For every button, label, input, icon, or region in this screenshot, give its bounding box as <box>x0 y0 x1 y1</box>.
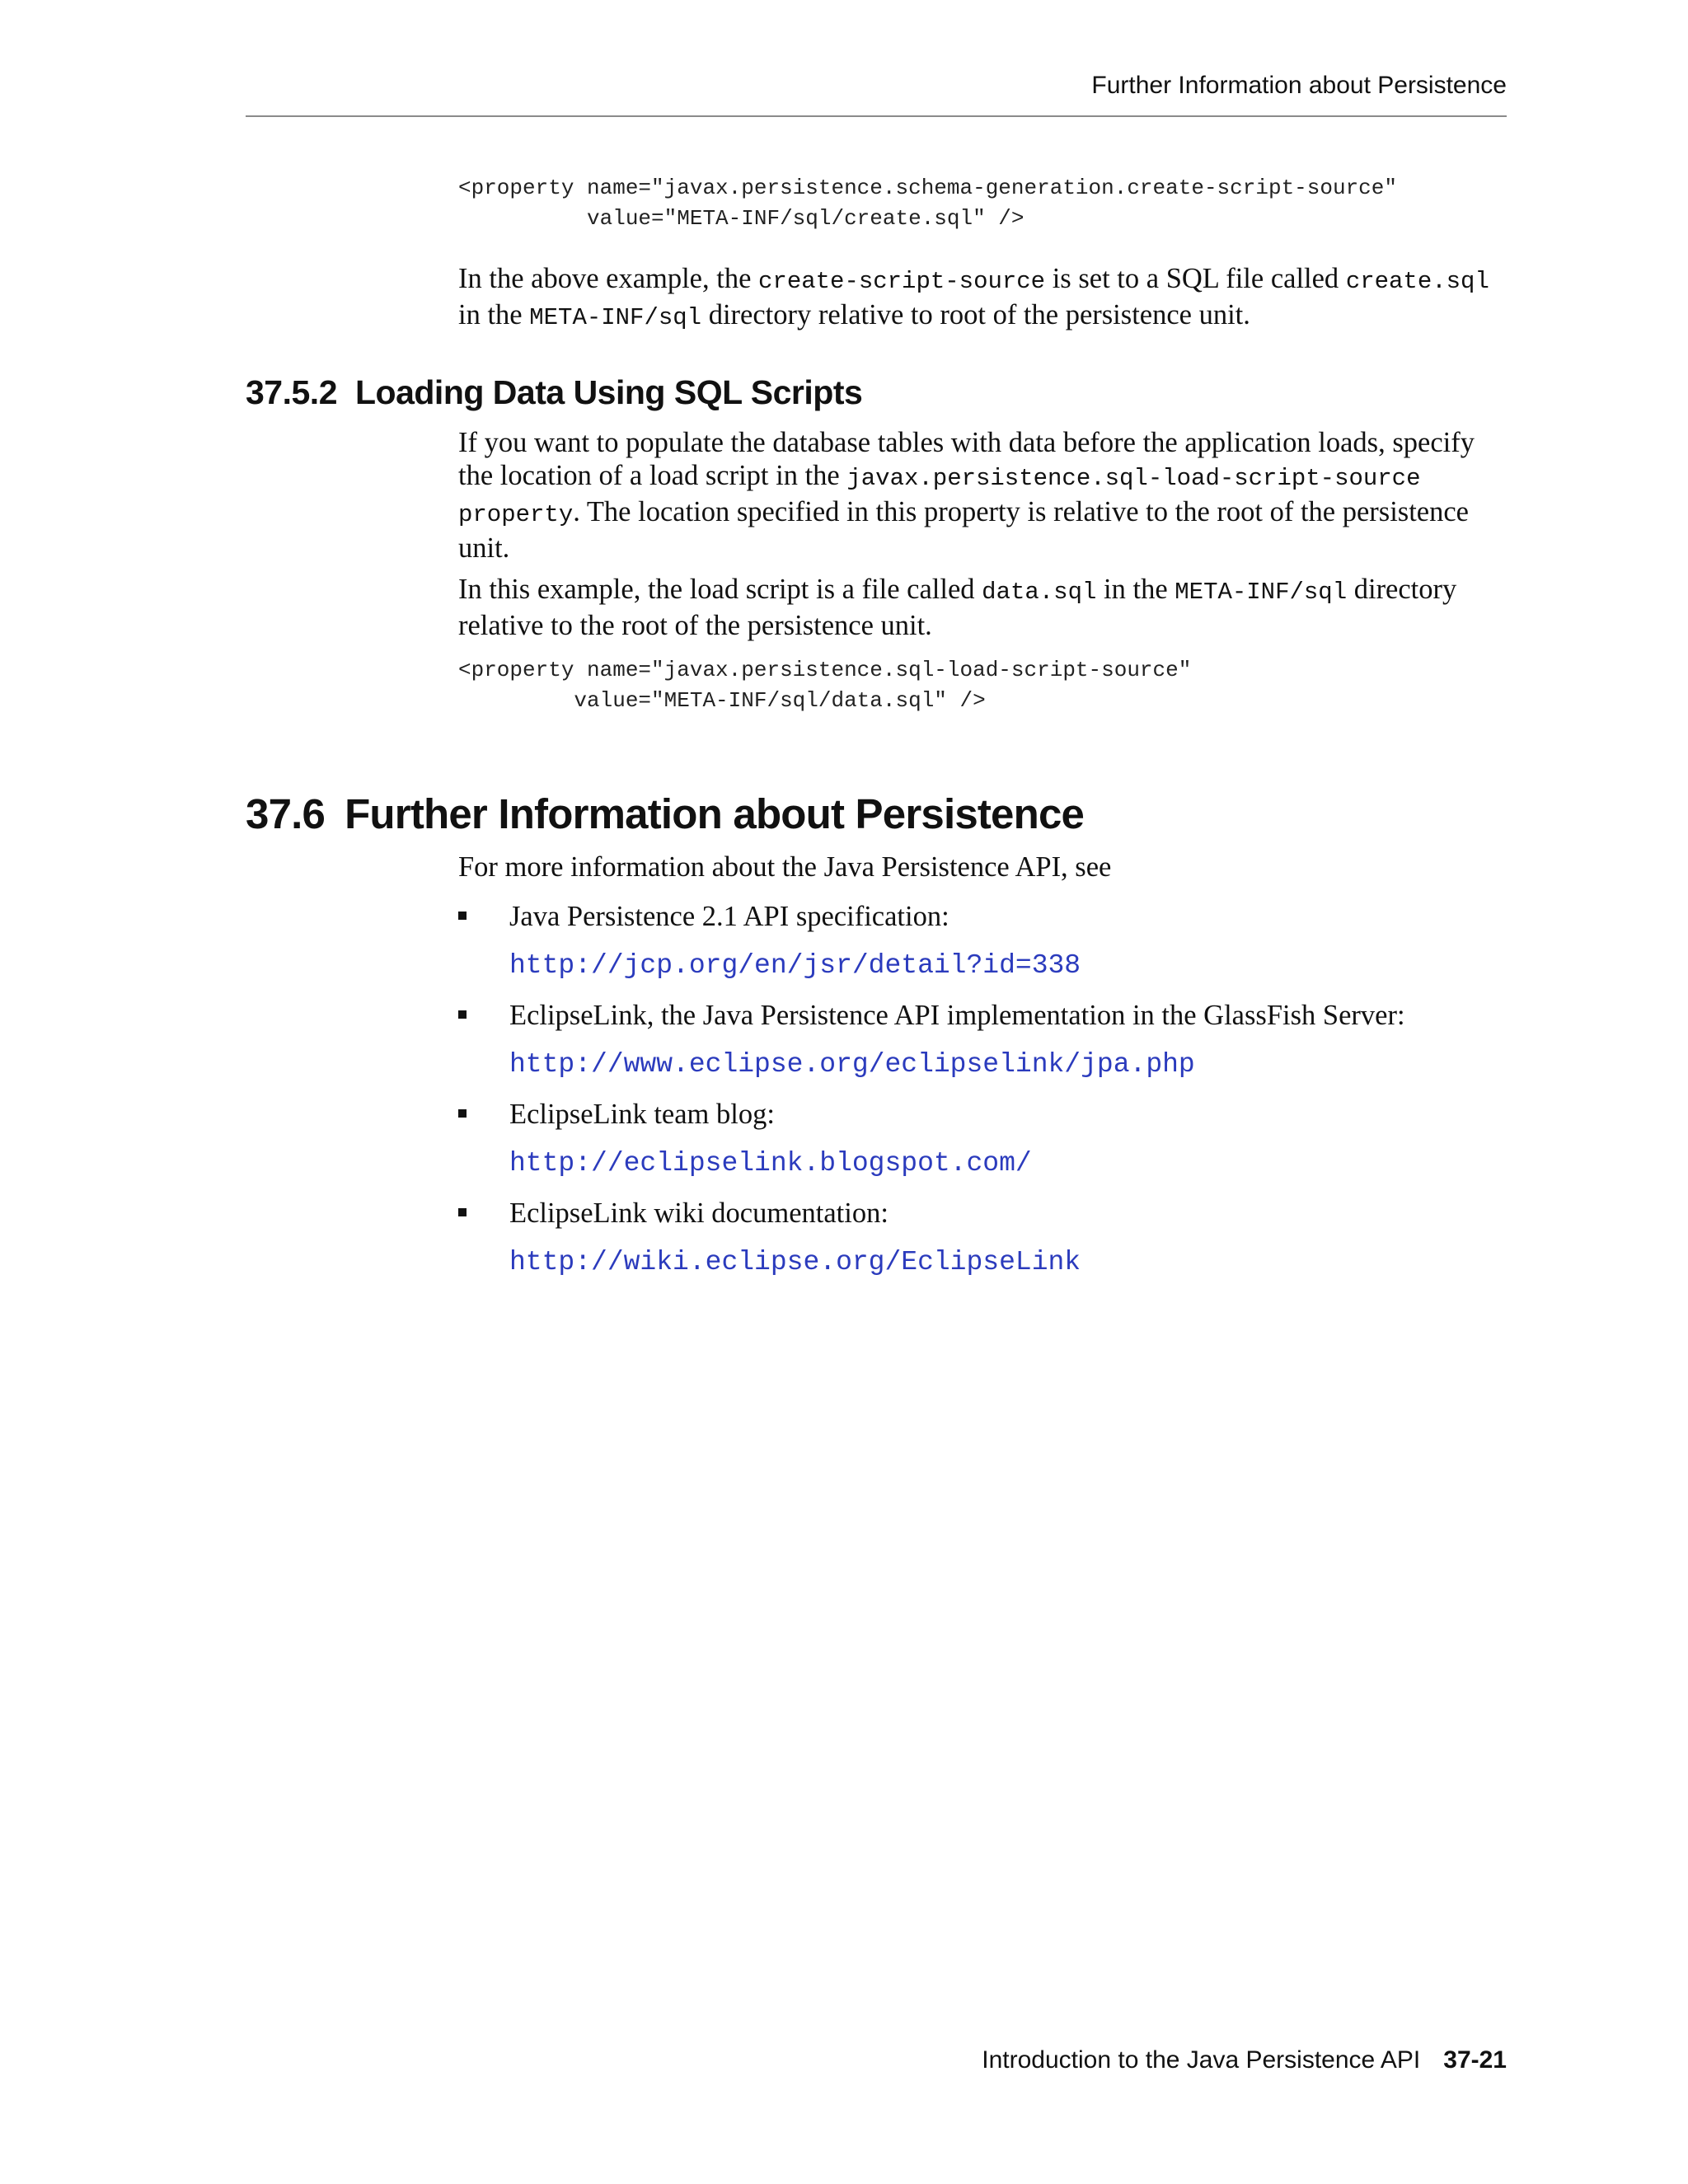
link-eclipselink-blog[interactable]: http://eclipselink.blogspot.com/ <box>509 1148 1032 1179</box>
square-bullet-icon <box>458 1109 467 1118</box>
link-jpa-spec[interactable]: http://jcp.org/en/jsr/detail?id=338 <box>509 950 1081 981</box>
section-heading-37-5-2 <box>246 373 862 412</box>
list-item-label: EclipseLink, the Java Persistence API implementation in the GlassFish Server: <box>509 1000 1405 1031</box>
code-block-create-script <box>458 173 1397 234</box>
list-item-label: EclipseLink team blog: <box>509 1099 775 1130</box>
inline-code: META-INF/sql <box>1175 579 1348 606</box>
inline-code: javax.persistence.sql-load-script-source property <box>458 465 1421 528</box>
inline-code: create.sql <box>1345 268 1489 295</box>
paragraph-create-script-explanation: In the above example, the create-script-source is set to a SQL file called create.sql in the META-INF/sql directory relative to root of the persistence unit. <box>458 263 1489 331</box>
section-number: 37.6 <box>246 790 326 837</box>
square-bullet-icon <box>458 1010 467 1019</box>
inline-code: create-script-source <box>758 268 1046 295</box>
paragraph-load-script-location: If you want to populate the database tables with data before the application loads, specify the location of a load script in the javax.persistence.sql-load-script-source property. The location specified in this property is relative to the root of the persistence unit. <box>458 427 1475 564</box>
code-line: <property name="javax.persistence.sql-load-script-source" <box>458 658 1192 682</box>
section-number: 37.5.2 <box>246 373 337 411</box>
page-footer <box>907 2044 1507 2077</box>
section-title: Loading Data Using SQL Scripts <box>355 373 863 411</box>
inline-code: META-INF/sql <box>529 304 702 331</box>
inline-code: data.sql <box>982 579 1097 606</box>
footer-book-title: Introduction to the Java Persistence API <box>982 2046 1421 2074</box>
paragraph-load-script-example: In this example, the load script is a file called data.sql in the META-INF/sql directory relative to the root of the persistence unit. <box>458 574 1457 641</box>
code-block-load-script <box>458 655 1191 716</box>
link-eclipselink-wiki[interactable]: http://wiki.eclipse.org/EclipseLink <box>509 1247 1081 1277</box>
page-number: 37-21 <box>1443 2046 1507 2074</box>
section-heading-37-6 <box>246 790 1084 839</box>
code-line: value="META-INF/sql/create.sql" /> <box>458 206 1025 231</box>
paragraph-further-info-intro: For more information about the Java Persistence API, see <box>458 851 1112 883</box>
square-bullet-icon <box>458 1208 467 1216</box>
running-header <box>246 69 1507 117</box>
list-item-label: Java Persistence 2.1 API specification: <box>509 901 950 932</box>
code-line: <property name="javax.persistence.schema-generation.create-script-source" <box>458 176 1397 200</box>
square-bullet-icon <box>458 912 467 920</box>
code-line: value="META-INF/sql/data.sql" /> <box>458 688 986 713</box>
link-eclipselink-jpa[interactable]: http://www.eclipse.org/eclipselink/jpa.php <box>509 1049 1195 1080</box>
running-header-title: Further Information about Persistence <box>1091 72 1507 99</box>
section-title: Further Information about Persistence <box>345 790 1085 837</box>
list-item-label: EclipseLink wiki documentation: <box>509 1197 889 1229</box>
